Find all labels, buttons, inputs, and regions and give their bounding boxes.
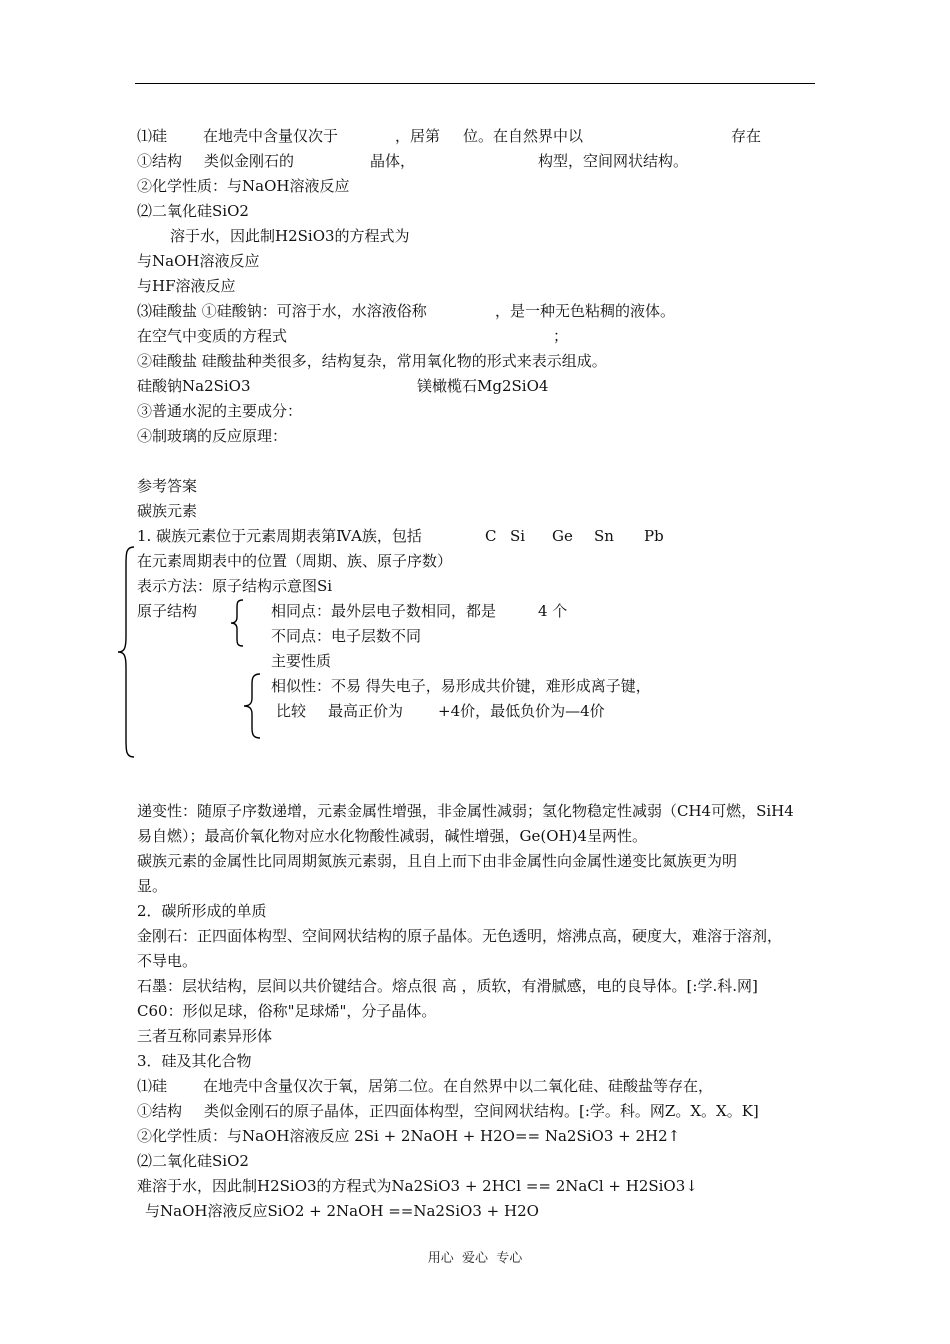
answer-line: 石墨：层状结构，层间以共价键结合。熔点很 高 ，质软，有滑腻感，电的良导体。[:学.科.网] — [137, 977, 758, 995]
text-segment: 位。在自然界中以 — [463, 127, 584, 145]
answer-line: C60：形似足球，俗称"足球烯"，分子晶体。 — [137, 1002, 437, 1020]
text-segment: 在空气中变质的方程式 — [137, 327, 288, 345]
answer-line: 三者互称同素异形体 — [137, 1027, 273, 1045]
answer-line: 相似性：不易 得失电子，易形成共价键，难形成离子键， — [271, 677, 651, 695]
silica-heading: ⑵二氧化硅SiO2 — [137, 202, 249, 220]
text-segment: 最高正价为 — [328, 702, 404, 720]
answer-line: 碳族元素的金属性比同周期氮族元素弱，且自上而下由非金属性向金属性递变比氮族更为明 — [137, 852, 738, 870]
text-segment: 构型，空间网状结构。 — [538, 152, 689, 170]
header-rule — [135, 83, 815, 84]
text-segment: 类似金刚石的 — [204, 152, 295, 170]
answer-line: 与NaOH溶液反应SiO2 + 2NaOH ==Na2SiO3 + H2O — [145, 1202, 539, 1220]
silicate-types-line: ②硅酸盐 硅酸盐种类很多，结构复杂，常用氧化物的形式来表示组成。 — [137, 352, 607, 370]
cement-line: ③普通水泥的主要成分： — [137, 402, 303, 420]
silica-hf-line: 与HF溶液反应 — [137, 277, 236, 295]
answer-line — [137, 1101, 759, 1121]
answer-line — [276, 701, 605, 721]
element-symbol: Si — [510, 527, 526, 545]
text-segment: 比较 — [276, 702, 307, 720]
answer-line: 显。 — [137, 877, 168, 895]
large-brace — [116, 545, 136, 760]
glass-line: ④制玻璃的反应原理： — [137, 427, 288, 445]
answer-line: 在元素周期表中的位置（周期、族、原子序数） — [137, 552, 453, 570]
text-segment: ，是一种无色粘稠的液体。 — [495, 302, 676, 320]
text-segment: 硅酸钠Na2SiO3 — [137, 377, 251, 395]
page-footer: 用心 爱心 专心 — [427, 1251, 523, 1266]
text-segment: ①结构 — [137, 1102, 183, 1120]
answer-line: 易自燃）；最高价氧化物对应水化物酸性减弱，碱性增强，Ge(OH)4呈两性。 — [137, 827, 647, 845]
answer-line: ⑵二氧化硅SiO2 — [137, 1152, 249, 1170]
text-segment: 1. 碳族元素位于元素周期表第ⅣA族，包括 — [137, 527, 422, 545]
text-segment: ⑶硅酸盐 ①硅酸钠：可溶于水，水溶液俗称 — [137, 302, 427, 320]
text-segment: ，居第 — [395, 127, 441, 145]
element-symbol: Sn — [594, 527, 614, 545]
text-segment: ⑴硅 — [137, 127, 168, 145]
text-segment: 类似金刚石的原子晶体，正四面体构型，空间网状结构。[:学。科。网Z。X。X。K] — [204, 1102, 759, 1120]
chemical-property-line: ②化学性质：与NaOH溶液反应 — [137, 177, 350, 195]
text-segment: ⑴硅 — [137, 1077, 168, 1095]
text-segment: ①结构 — [137, 152, 183, 170]
answer-line: 3．硅及其化合物 — [137, 1052, 252, 1070]
answer-line: 递变性：随原子序数递增，元素金属性增强，非金属性减弱；氢化物稳定性减弱（CH4可燃，SiH4 — [137, 802, 794, 820]
text-segment: 在地壳中含量仅次于氧，居第二位。在自然界中以二氧化硅、硅酸盐等存在， — [203, 1077, 714, 1095]
text-segment: 相同点：最外层电子数相同，都是 — [271, 602, 497, 620]
deterioration-line — [137, 326, 569, 346]
answers-heading: 参考答案 — [137, 477, 198, 495]
silicon-line — [137, 126, 762, 146]
text-segment: 镁橄榄石Mg2SiO4 — [417, 377, 549, 395]
structure-brace — [229, 598, 245, 648]
answer-line: 金刚石：正四面体构型、空间网状结构的原子晶体。无色透明，熔沸点高，硬度大，难溶于溶剂， — [137, 927, 783, 945]
property-brace — [242, 672, 262, 740]
text-segment: ； — [553, 327, 569, 345]
answer-line: 表示方法：原子结构示意图Si — [137, 577, 333, 595]
answer-line: 不同点：电子层数不同 — [271, 627, 422, 645]
answer-line: 不导电。 — [137, 952, 198, 970]
answer-line: 原子结构 — [137, 602, 198, 620]
topic-title: 碳族元素 — [137, 502, 198, 520]
silica-naoh-line: 与NaOH溶液反应 — [137, 252, 260, 270]
answer-line: 2．碳所形成的单质 — [137, 902, 267, 920]
text-segment: 晶体， — [370, 152, 416, 170]
text-segment: 存在 — [731, 127, 762, 145]
text-segment: 在地壳中含量仅次于 — [203, 127, 339, 145]
text-segment: +4价，最低负价为—4价 — [438, 702, 605, 720]
answer-line — [137, 526, 664, 546]
element-symbol: C — [485, 527, 497, 545]
structure-line — [137, 151, 689, 171]
silicate-examples-line — [137, 376, 549, 396]
answer-line — [271, 601, 568, 621]
silicate-line — [137, 301, 676, 321]
silica-water-line: 溶于水，因此制H2SiO3的方程式为 — [170, 227, 410, 245]
answer-line: 主要性质 — [271, 652, 332, 670]
answer-line: 难溶于水，因此制H2SiO3的方程式为Na2SiO3 + 2HCl == 2NaCl + H2SiO3↓ — [137, 1177, 698, 1195]
element-symbol: Ge — [552, 527, 573, 545]
answer-line: ②化学性质：与NaOH溶液反应 2Si + 2NaOH + H2O== Na2SiO3 + 2H2↑ — [137, 1127, 681, 1145]
element-symbol: Pb — [644, 527, 664, 545]
answer-line — [137, 1076, 714, 1096]
text-segment: 4 个 — [538, 602, 568, 620]
